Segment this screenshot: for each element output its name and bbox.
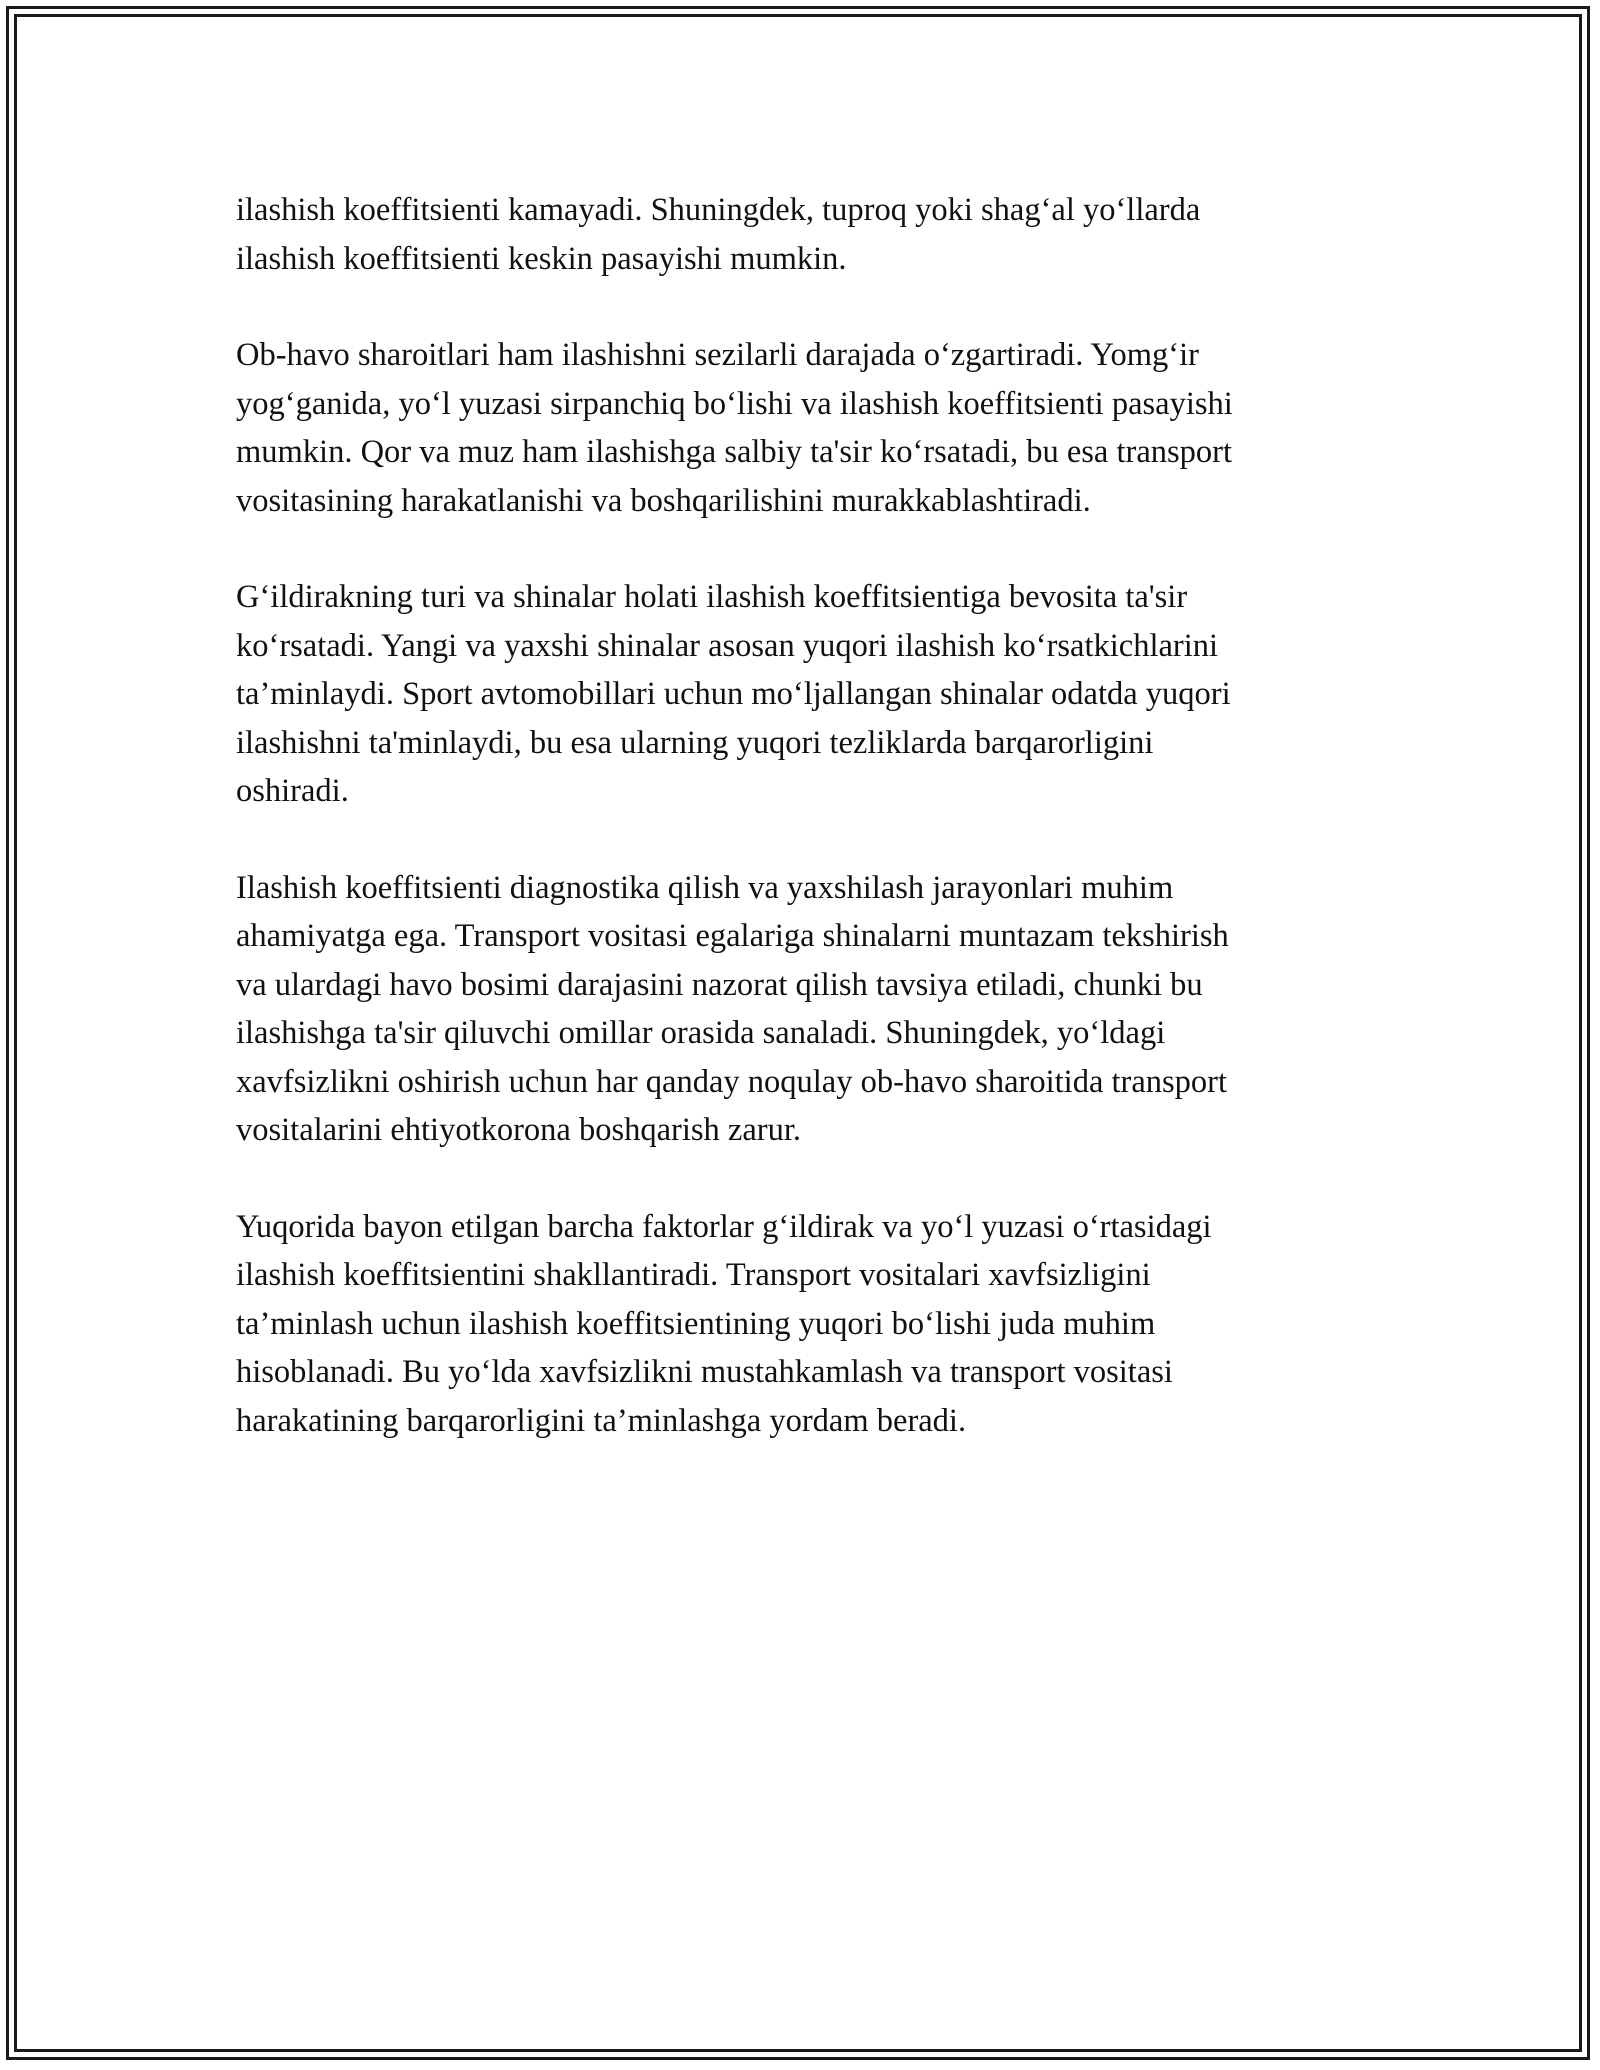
paragraph-line: vositasining harakatlanishi va boshqarilishini murakkablashtiradi. — [236, 482, 1091, 519]
paragraph-3 — [236, 573, 1386, 816]
paragraph-line: ko‘rsatadi. Yangi va yaxshi shinalar asosan yuqori ilashish ko‘rsatkichlarini — [236, 627, 1219, 664]
paragraph-line: ta’minlash uchun ilashish koeffitsientining yuqori bo‘lishi juda muhim — [236, 1305, 1156, 1342]
paragraph-1 — [236, 186, 1386, 283]
paragraph-line: ta’minlaydi. Sport avtomobillari uchun mo‘ljallangan shinalar odatda yuqori — [236, 676, 1231, 712]
paragraph-line: harakatining barqarorligini ta’minlashga yordam beradi. — [236, 1402, 967, 1439]
document-body — [236, 186, 1386, 1493]
paragraph-line: Yuqorida bayon etilgan barcha faktorlar g‘ildirak va yo‘l yuzasi o‘rtasidagi — [236, 1208, 1212, 1245]
paragraph-4 — [236, 864, 1386, 1155]
paragraph-line: yog‘ganida, yo‘l yuzasi sirpanchiq bo‘lishi va ilashish koeffitsienti pasayishi — [236, 385, 1233, 422]
paragraph-line: G‘ildirakning turi va shinalar holati ilashish koeffitsientiga bevosita ta'sir — [236, 579, 1188, 615]
paragraph-line: ahamiyatga ega. Transport vositasi egalariga shinalarni muntazam tekshirish — [236, 918, 1229, 954]
paragraph-line: ilashish koeffitsientini shakllantiradi. Transport vositalari xavfsizligini — [236, 1257, 1151, 1293]
paragraph-line: va ulardagi havo bosimi darajasini nazorat qilish tavsiya etiladi, chunki bu — [236, 966, 1203, 1003]
paragraph-line: vositalarini ehtiyotkorona boshqarish zarur. — [236, 1112, 802, 1148]
paragraph-line: Ilashish koeffitsienti diagnostika qilish va yaxshilash jarayonlari muhim — [236, 869, 1174, 906]
paragraph-line: mumkin. Qor va muz ham ilashishga salbiy ta'sir ko‘rsatadi, bu esa transport — [236, 434, 1232, 470]
paragraph-line: hisoblanadi. Bu yo‘lda xavfsizlikni mustahkamlash va transport vositasi — [236, 1354, 1173, 1390]
paragraph-line: ilashishni ta'minlaydi, bu esa ularning yuqori tezliklarda barqarorligini — [236, 724, 1154, 761]
paragraph-line: ilashishga ta'sir qiluvchi omillar orasida sanaladi. Shuningdek, yo‘ldagi — [236, 1015, 1166, 1051]
paragraph-2 — [236, 331, 1386, 525]
paragraph-line: ilashish koeffitsienti kamayadi. Shuningdek, tuproq yoki shag‘al yo‘llarda — [236, 192, 1201, 228]
paragraph-5 — [236, 1203, 1386, 1446]
paragraph-line: ilashish koeffitsienti keskin pasayishi mumkin. — [236, 240, 847, 277]
paragraph-line: Ob-havo sharoitlari ham ilashishni sezilarli darajada o‘zgartiradi. Yomg‘ir — [236, 337, 1199, 373]
paragraph-line: oshiradi. — [236, 773, 349, 809]
paragraph-line: xavfsizlikni oshirish uchun har qanday noqulay ob-havo sharoitida transport — [236, 1063, 1228, 1100]
